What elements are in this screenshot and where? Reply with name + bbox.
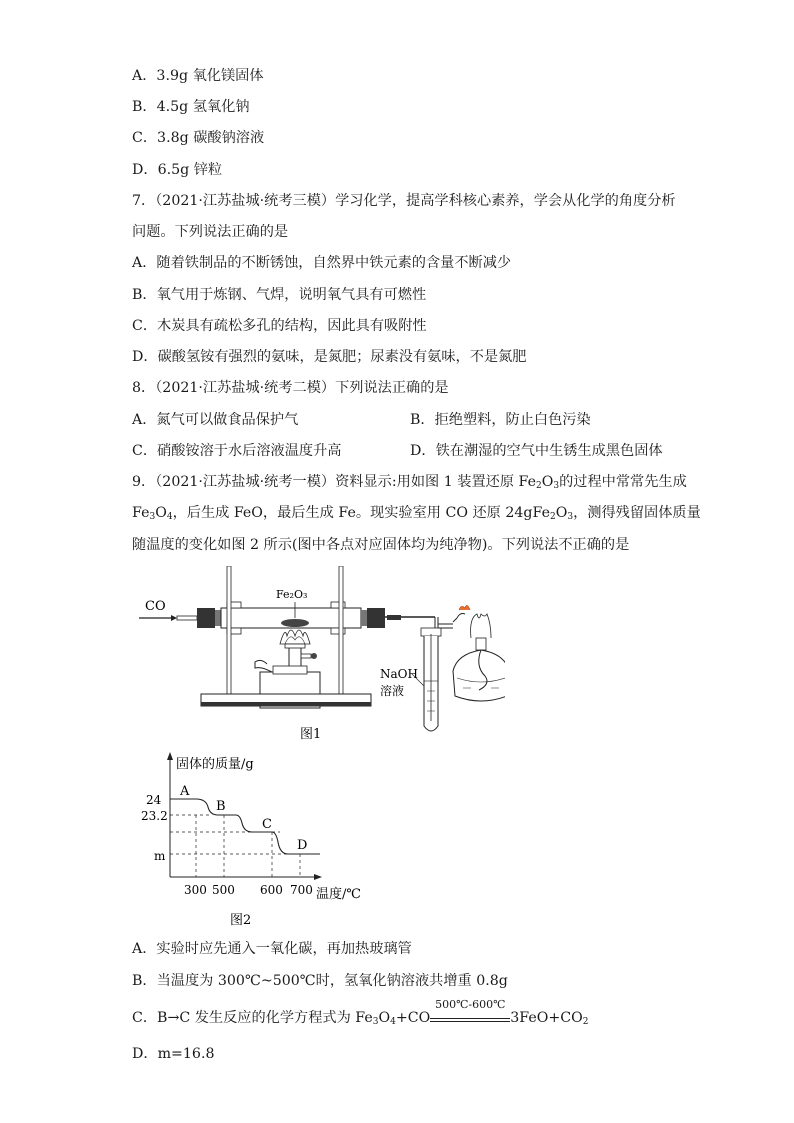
q9-option-b: B．当温度为 300℃~500℃时，氢氧化钠溶液共增重 0.8g: [132, 973, 508, 989]
q9-option-a: A．实验时应先通入一氧化碳，再加热玻璃管: [132, 941, 412, 957]
q6-option-c: C．3.8g 碳酸钠溶液: [132, 130, 265, 146]
q8-option-c: C．硝酸铵溶于水后溶液温度升高: [132, 443, 342, 459]
q7-option-c: C．木炭具有疏松多孔的结构，因此具有吸附性: [132, 318, 427, 334]
fig2-xtick-500: 500: [212, 883, 235, 897]
naoh-label: NaOH: [380, 667, 418, 681]
q9-stem-line3: 随温度的变化如图 2 所示(图中各点对应固体均为纯净物)。下列说法不正确的是: [132, 537, 630, 553]
q6-option-a: A．3.9g 氧化镁固体: [132, 68, 264, 84]
q7-option-d: D．碳酸氢铵有强烈的氨味，是氮肥；尿素没有氨味，不是氮肥: [132, 349, 527, 365]
q8-stem: 8．（2021·江苏盐城·统考二模）下列说法正确的是: [132, 380, 449, 396]
fig2-point-d: D: [297, 838, 308, 853]
fig2-ytick-24: 24: [146, 793, 162, 807]
q8-option-d: D．铁在潮湿的空气中生锈生成黑色固体: [410, 443, 663, 459]
q7-option-a: A．随着铁制品的不断锈蚀，自然界中铁元素的含量不断减少: [132, 255, 512, 271]
figure-2-caption: 图2: [230, 913, 252, 928]
fig2-ytick-m: m: [154, 849, 166, 863]
fig2-ytick-23-2: 23.2: [141, 809, 168, 823]
figure-2-graph: [140, 752, 380, 932]
figure-1-caption: 图1: [300, 727, 322, 742]
q9-stem-line1: 9．（2021·江苏盐城·统考一模）资料显示:用如图 1 装置还原 $Fe_2O_3$的过程中常常先生成: [132, 474, 687, 491]
q9-option-d: D．m=16.8: [132, 1046, 215, 1062]
fig2-xtick-300: 300: [184, 883, 207, 897]
q7-option-b: B．氧气用于炼钢、气焊，说明氧气具有可燃性: [132, 287, 427, 303]
q9-stem-line2: $Fe_3O_4$，后生成 FeO，最后生成 Fe。现实验室用 CO 还原 $24gFe_2O_3$，测得残留固体质量: [132, 505, 701, 522]
fe2o3-label: Fe₂O₃: [276, 588, 308, 601]
reaction-condition: 500℃-600℃: [435, 998, 506, 1011]
q6-option-b: B．4.5g 氢氧化钠: [132, 99, 250, 115]
figure-1-apparatus: [135, 566, 505, 746]
fig2-ylabel: 固体的质量/g: [176, 757, 254, 772]
fig2-xtick-700: 700: [290, 883, 313, 897]
fig2-point-c: C: [262, 817, 272, 832]
solution-label: 溶液: [380, 684, 405, 698]
q8-option-b: B．拒绝塑料，防止白色污染: [410, 412, 591, 428]
q9-option-c: C．B→C 发生反应的化学方程式为 $Fe_3O_4+CO$ 500℃-600℃ $3FeO+CO_2$: [132, 1008, 588, 1032]
fig2-point-a: A: [180, 784, 190, 799]
q8-option-a: A．氮气可以做食品保护气: [132, 412, 299, 428]
q7-stem-line1: 7．（2021·江苏盐城·统考三模）学习化学，提高学科核心素养，学会从化学的角度分析: [132, 193, 676, 209]
fig2-xtick-600: 600: [260, 883, 283, 897]
fig2-xlabel: 温度/℃: [316, 887, 361, 902]
fig2-point-b: B: [216, 799, 226, 814]
q7-stem-line2: 问题。下列说法正确的是: [132, 224, 289, 240]
q6-option-d: D．6.5g 锌粒: [132, 162, 223, 178]
co-label: CO: [145, 599, 166, 614]
